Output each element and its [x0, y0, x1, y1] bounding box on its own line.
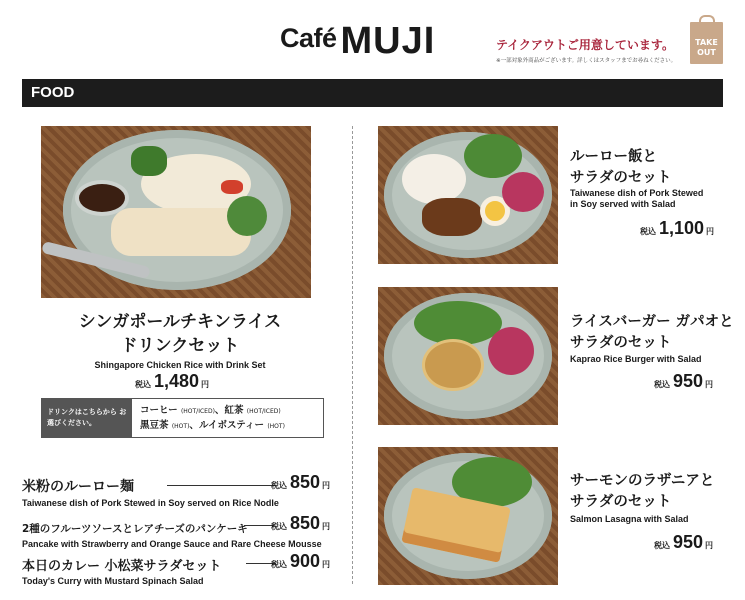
right-item-en [570, 188, 703, 210]
section-header-food: FOOD [22, 79, 723, 107]
logo-cafe: Café [280, 23, 337, 53]
drink-options-box [41, 398, 324, 438]
tax-label: 税込 [654, 541, 670, 550]
yen-label: 円 [706, 227, 715, 236]
takeout-main: テイクアウトご用意しています。 [496, 38, 674, 52]
right-item-title-line2: サラダのセット [570, 170, 672, 186]
takeout-sub: ※一部対象外商品がございます。詳しくはスタッフまでお尋ねください。 [496, 58, 677, 64]
right-item-price [654, 532, 713, 553]
right-item-title-line2: サラダのセット [570, 494, 672, 510]
price-value: 1,100 [659, 218, 705, 238]
drink-coffee-note: (HOT/ICED) [180, 408, 215, 415]
price-value: 850 [289, 513, 320, 533]
list-item [22, 472, 330, 510]
tax-label: 税込 [270, 481, 287, 490]
right-item-title-line1: サーモンのラザニアと [570, 473, 715, 489]
tax-label: 税込 [270, 522, 287, 531]
yen-label: 円 [322, 560, 330, 569]
item-name: 本日のカレー 小松菜サラダセット [22, 559, 222, 574]
right-item-en-line2: in Soy served with Salad [570, 199, 676, 209]
leader-line [167, 485, 275, 486]
drink-rooibos: ルイボスティー [198, 420, 265, 431]
drink-options-list: コーヒー (HOT/ICED)、紅茶 (HOT/ICED) 黒豆茶 (HOT)、ルイボスティー (HOT) [140, 405, 285, 431]
item-price [271, 513, 330, 534]
yen-label: 円 [705, 541, 714, 550]
cafe-muji-logo [280, 20, 435, 63]
rurou-rice-photo [378, 126, 558, 264]
right-item-en: Kaprao Rice Burger with Salad [570, 354, 702, 364]
tax-label: 税込 [640, 227, 656, 236]
hero-price [135, 371, 209, 392]
right-item-title [570, 312, 734, 354]
right-item-title-line1: ライスバーガー ガパオと [570, 314, 734, 330]
logo-brand: MUJI [340, 20, 436, 62]
price-value: 950 [673, 371, 704, 391]
salmon-lasagna-photo [378, 447, 558, 585]
item-name-en: Today's Curry with Mustard Spinach Salad [22, 576, 204, 586]
right-item-price [640, 218, 714, 239]
tax-label: 税込 [654, 380, 670, 389]
hero-title [40, 310, 320, 358]
price-value: 850 [289, 472, 320, 492]
takeout-notice [496, 36, 676, 64]
item-name: 2種のフルーツソースとレアチーズのパンケーキ [22, 523, 248, 535]
tax-label: 税込 [135, 380, 151, 389]
right-item-title-line2: サラダのセット [570, 335, 672, 351]
chicken-rice-photo [41, 126, 311, 298]
right-item-title [570, 147, 671, 189]
item-name: 米粉のルーロー麺 [22, 479, 134, 495]
item-name-en: Pancake with Strawberry and Orange Sauce and Rare Cheese Mousse [22, 539, 322, 549]
price-value: 900 [289, 551, 320, 571]
rice-burger-photo [378, 287, 558, 425]
drink-coffee: コーヒー [140, 405, 178, 416]
yen-label: 円 [322, 481, 330, 490]
hero-title-line1: シンガポールチキンライス [78, 312, 282, 332]
list-item [22, 513, 330, 551]
drink-rooibos-note: (HOT) [267, 423, 285, 430]
item-price [271, 551, 330, 572]
yen-label: 円 [322, 522, 330, 531]
right-item-en: Salmon Lasagna with Salad [570, 514, 689, 524]
tax-label: 税込 [270, 560, 287, 569]
yen-label: 円 [705, 380, 714, 389]
right-item-en-line1: Taiwanese dish of Pork Stewed [570, 188, 704, 198]
list-item [22, 551, 330, 589]
drink-blackbean-note: (HOT) [171, 423, 190, 430]
drink-options-label: ドリンクはこちらから お選びください。 [42, 399, 132, 437]
price-value: 950 [673, 532, 704, 552]
item-price [271, 472, 330, 493]
column-divider [352, 126, 353, 584]
hero-title-line2: ドリンクセット [120, 336, 240, 356]
right-item-title [570, 471, 714, 513]
hero-title-en: Shingapore Chicken Rice with Drink Set [94, 360, 266, 370]
drink-tea: 紅茶 [224, 405, 244, 416]
price-value: 1,480 [154, 371, 200, 391]
leader-line [244, 525, 274, 526]
right-item-title-line1: ルーロー飯と [570, 149, 657, 165]
right-item-price [654, 371, 713, 392]
takeout-bag-icon: TAKE OUT [690, 22, 723, 64]
item-name-en: Taiwanese dish of Pork Stewed in Soy served on Rice Nodle [22, 498, 279, 508]
yen-label: 円 [201, 380, 210, 389]
drink-blackbean-tea: 黒豆茶 [140, 420, 169, 431]
drink-tea-note: (HOT/ICED) [246, 408, 281, 415]
